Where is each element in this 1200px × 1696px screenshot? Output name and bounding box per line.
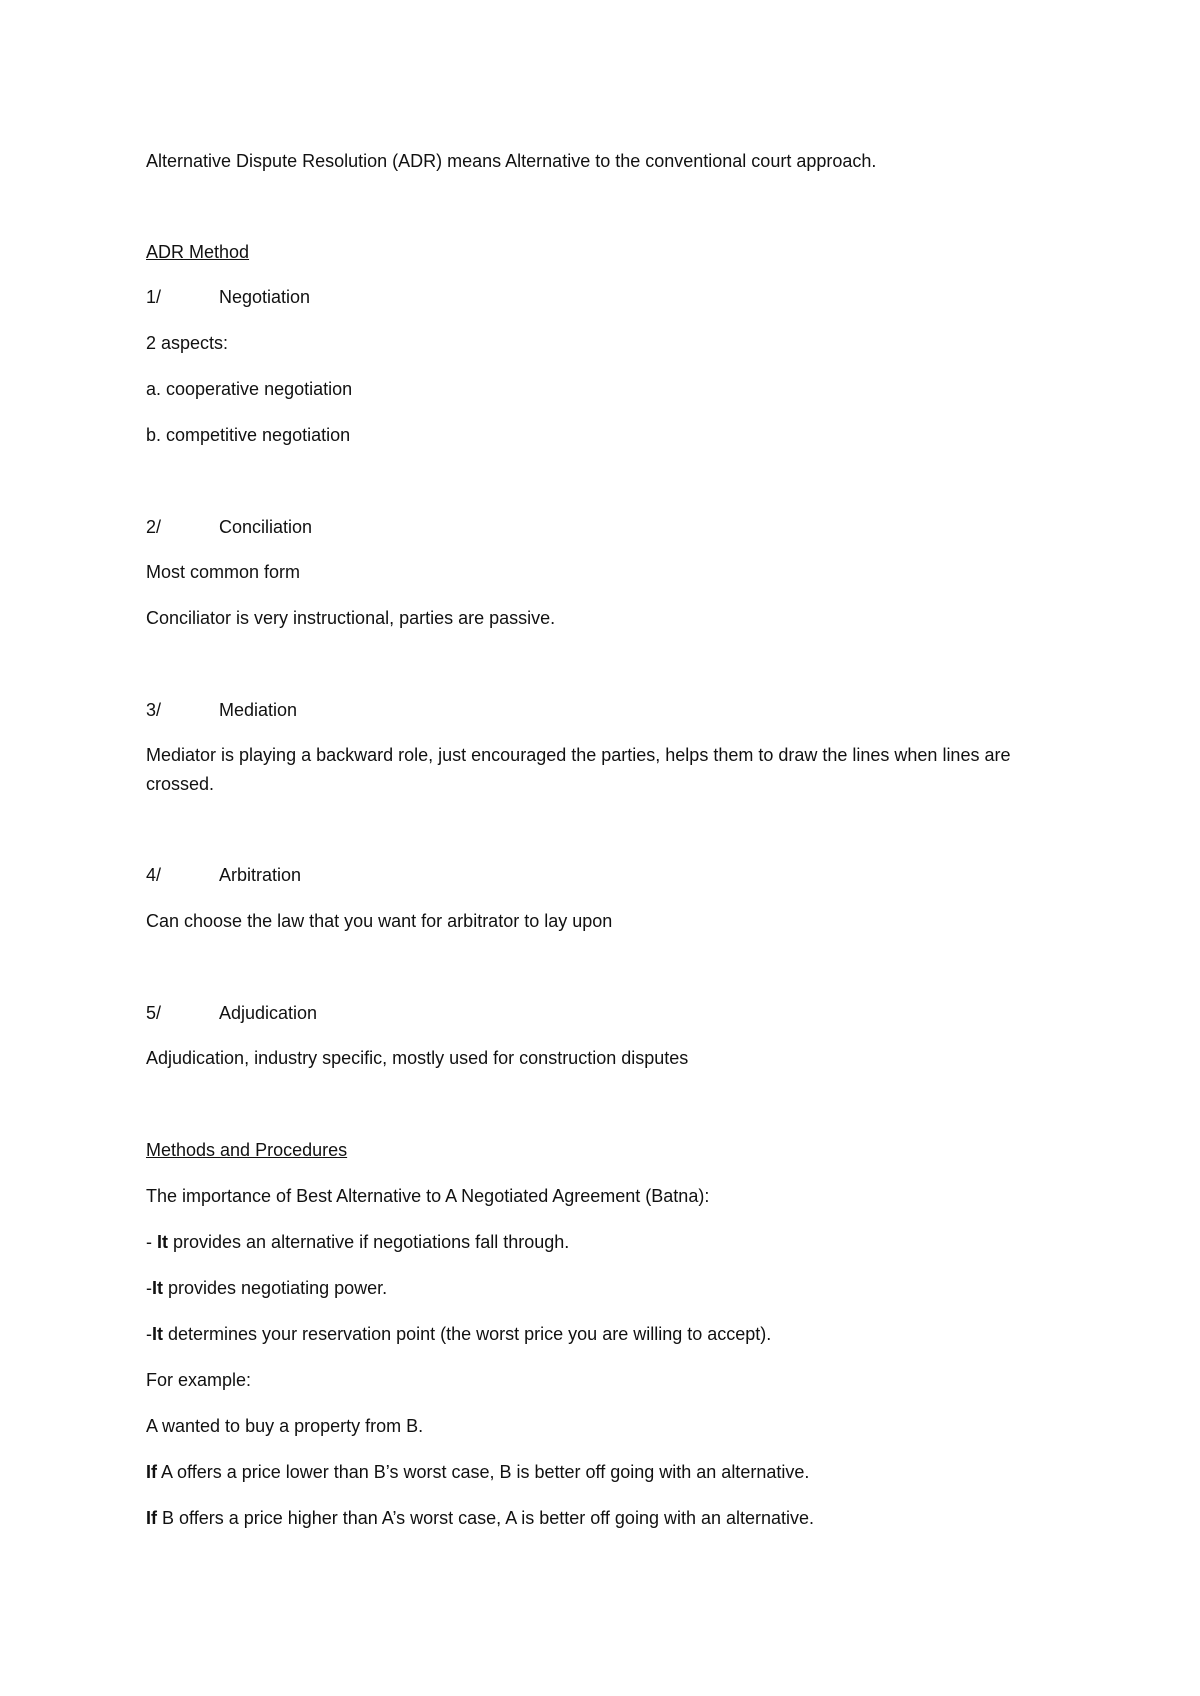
case-text: B offers a price higher than A’s worst case, A is better off going with an alternative.: [157, 1508, 815, 1528]
item-title: Negotiation: [219, 287, 311, 307]
bold-lead: If: [146, 1508, 157, 1528]
negotiation-aspects: 2 aspects:: [146, 333, 229, 353]
item-number: 3/: [146, 700, 162, 720]
point-text: determines your reservation point (the worst price you are willing to accept).: [163, 1324, 772, 1344]
item-title: Adjudication: [219, 1003, 318, 1023]
bullet-dash: -: [146, 1324, 152, 1344]
methods-procedures-heading: Methods and Procedures: [146, 1140, 348, 1160]
negotiation-aspect-b: b. competitive negotiation: [146, 425, 351, 445]
bold-lead: It: [152, 1278, 163, 1298]
example-line: A wanted to buy a property from B.: [146, 1416, 424, 1436]
item-adjudication-heading: [146, 1003, 317, 1023]
item-number: 4/: [146, 865, 162, 885]
bullet-dash: -: [146, 1232, 157, 1252]
mediation-paragraph: Mediator is playing a backward role, just encouraged the parties, helps them to draw the lines when lines are crossed.: [146, 745, 1011, 794]
bullet-dash: -: [146, 1278, 152, 1298]
conciliation-line-1: Most common form: [146, 562, 301, 582]
point-text: provides negotiating power.: [163, 1278, 388, 1298]
negotiation-aspect-a: a. cooperative negotiation: [146, 379, 353, 399]
batna-point: [146, 1278, 387, 1298]
item-number: 1/: [146, 287, 162, 307]
batna-intro: The importance of Best Alternative to A Negotiated Agreement (Batna):: [146, 1186, 710, 1206]
item-title: Arbitration: [219, 865, 302, 885]
adjudication-paragraph: Adjudication, industry specific, mostly used for construction disputes: [146, 1048, 689, 1068]
item-mediation-heading: [146, 700, 297, 720]
item-number: 2/: [146, 517, 162, 537]
example-label: For example:: [146, 1370, 252, 1390]
item-title: Mediation: [219, 700, 298, 720]
item-title: Conciliation: [219, 517, 313, 537]
item-conciliation-heading: [146, 517, 312, 537]
intro-paragraph: Alternative Dispute Resolution (ADR) means Alternative to the conventional court approach.: [146, 151, 877, 171]
batna-point: [146, 1232, 569, 1252]
arbitration-paragraph: Can choose the law that you want for arbitrator to lay upon: [146, 911, 613, 931]
item-arbitration-heading: [146, 865, 301, 885]
bold-lead: It: [157, 1232, 168, 1252]
case-text: A offers a price lower than B’s worst case, B is better off going with an alternative.: [157, 1462, 810, 1482]
conciliation-line-2: Conciliator is very instructional, parties are passive.: [146, 608, 556, 628]
bold-lead: It: [152, 1324, 163, 1344]
batna-point: [146, 1324, 771, 1344]
item-negotiation-heading: [146, 287, 310, 307]
point-text: provides an alternative if negotiations fall through.: [168, 1232, 570, 1252]
item-number: 5/: [146, 1003, 162, 1023]
adr-method-heading: ADR Method: [146, 242, 250, 262]
example-case: [146, 1462, 809, 1482]
bold-lead: If: [146, 1462, 157, 1482]
example-case: [146, 1508, 814, 1528]
